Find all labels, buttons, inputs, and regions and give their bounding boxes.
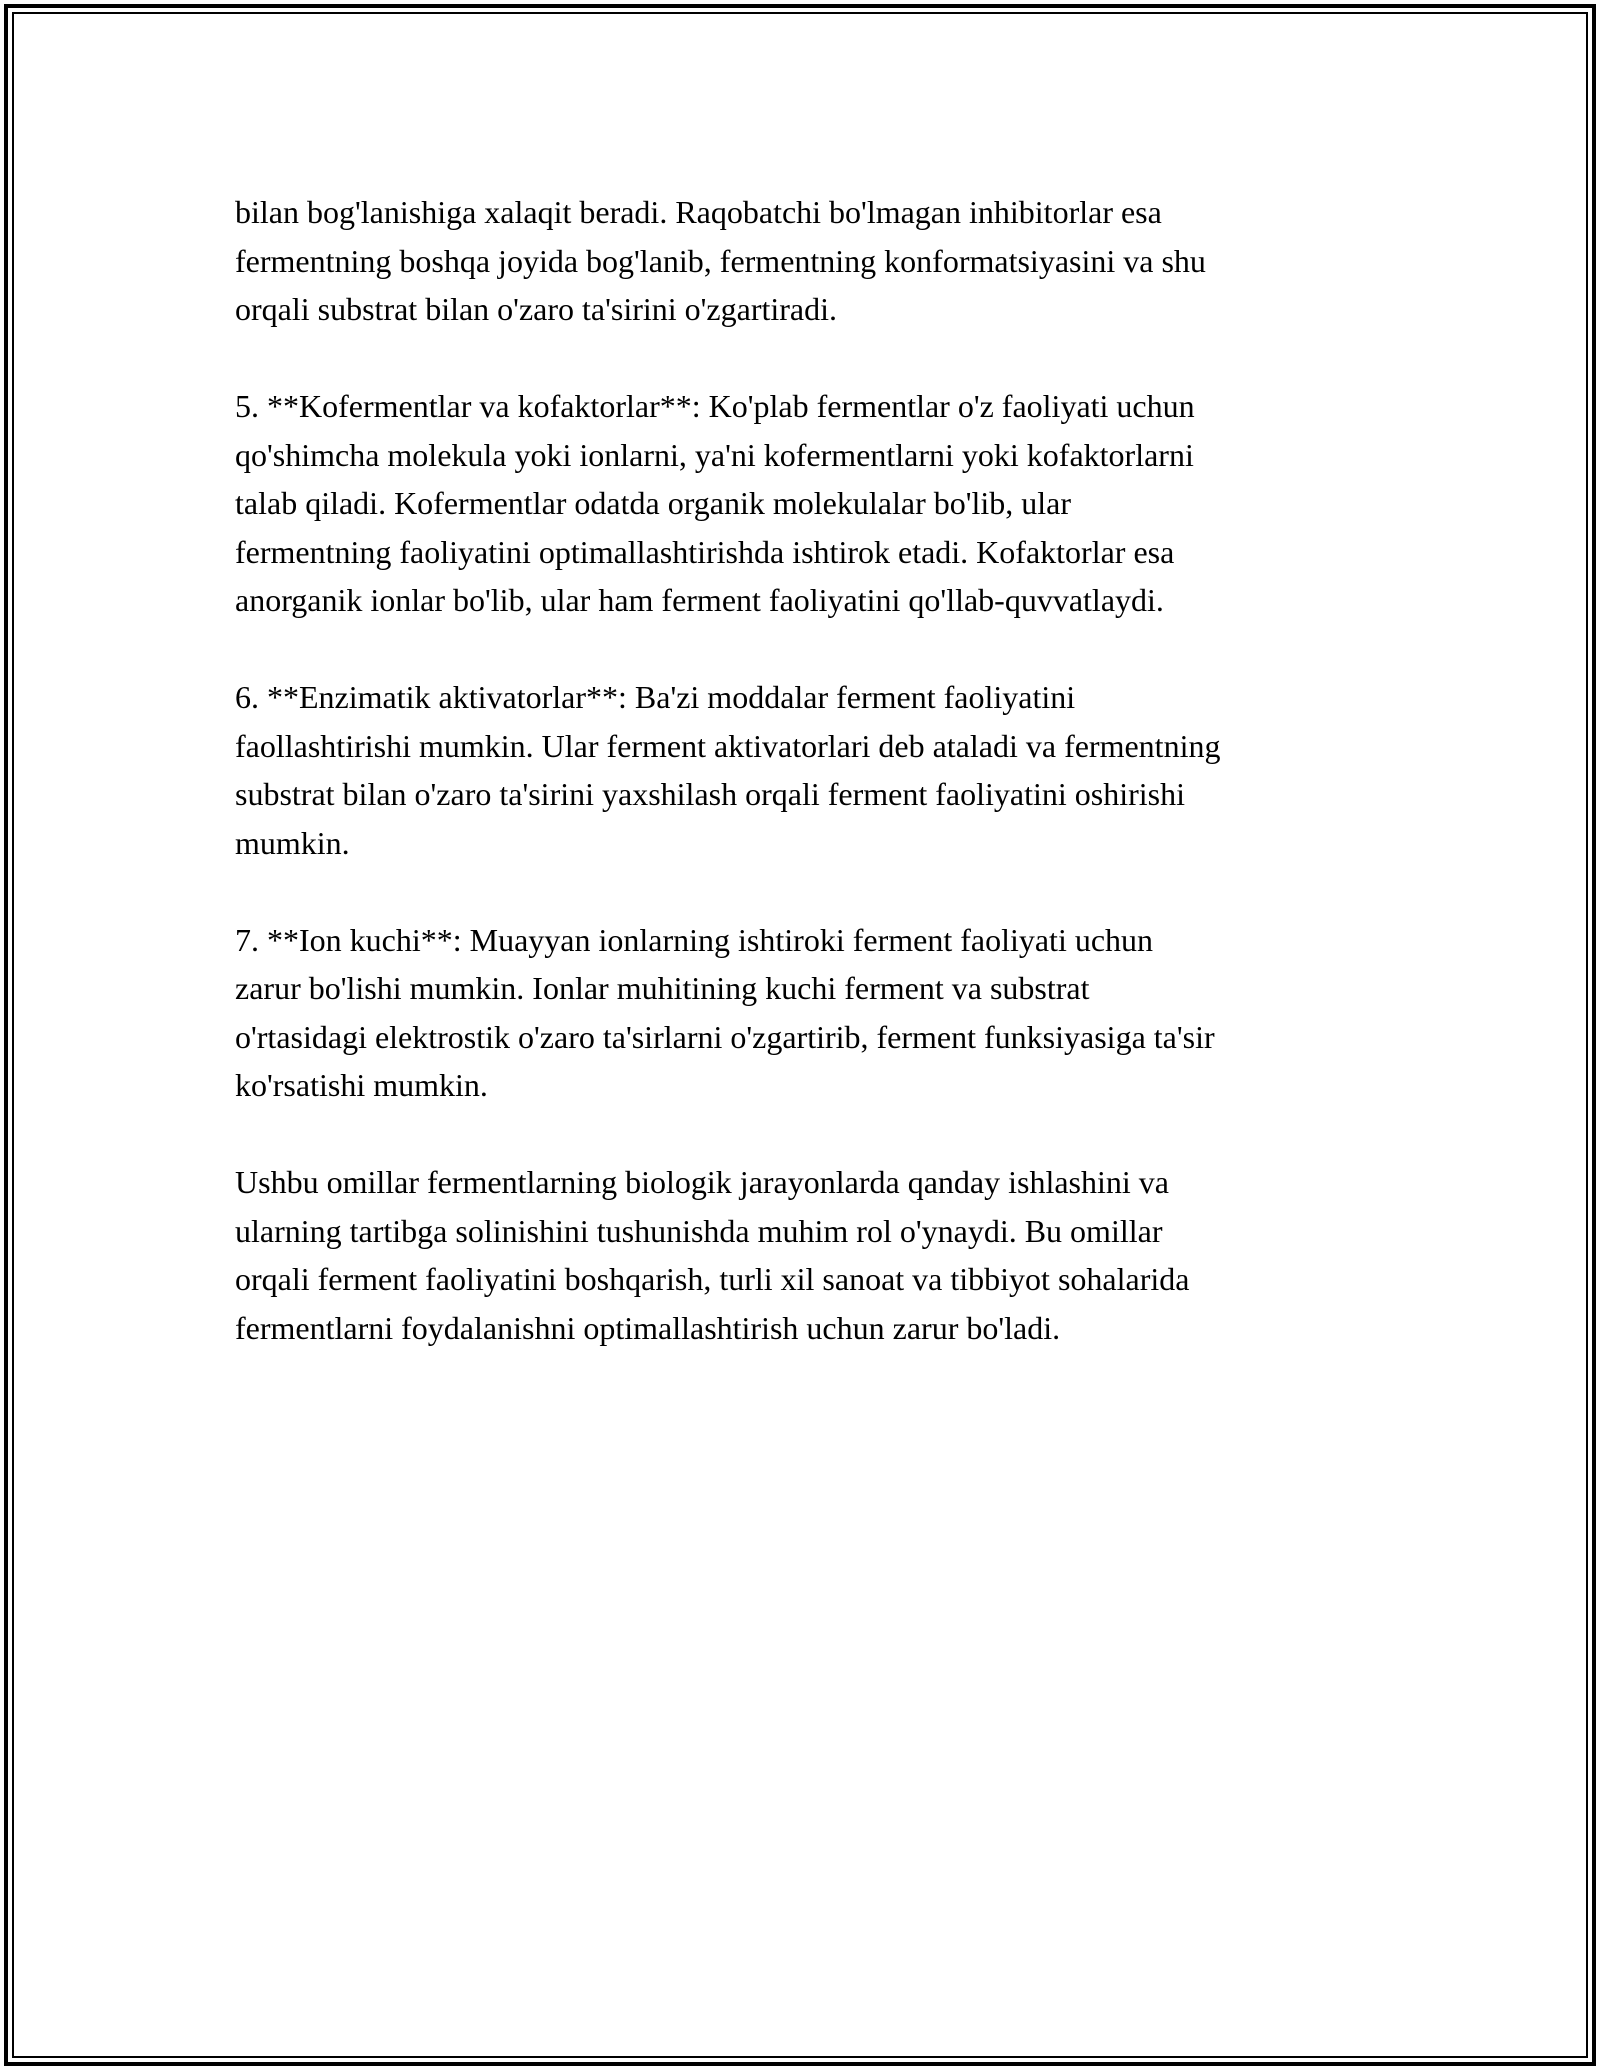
text-line: 5. **Kofermentlar va kofaktorlar**: Ko'plab fermentlar o'z faoliyati uchun: [235, 388, 1195, 424]
text-line: fermentning boshqa joyida bog'lanib, fermentning konformatsiyasini va shu: [235, 242, 1206, 279]
text-line: faollashtirishi mumkin. Ular ferment aktivatorlari deb ataladi va fermentning: [235, 727, 1221, 764]
text-line: substrat bilan o'zaro ta'sirini yaxshilash orqali ferment faoliyatini oshirishi: [235, 776, 1185, 812]
text-line: 6. **Enzimatik aktivatorlar**: Ba'zi moddalar ferment faoliyatini: [235, 679, 1076, 715]
text-line: o'rtasidagi elektrostik o'zaro ta'sirlarni o'zgartirib, ferment funksiyasiga ta'sir: [235, 1018, 1215, 1055]
text-line: talab qiladi. Kofermentlar odatda organik molekulalar bo'lib, ular: [235, 485, 1072, 521]
paragraph-item-7: [235, 916, 1395, 1110]
text-line: mumkin.: [235, 824, 350, 861]
text-line: fermentning faoliyatini optimallashtirishda ishtirok etadi. Kofaktorlar esa: [235, 533, 1175, 570]
text-line: ularning tartibga solinishini tushunishda muhim rol o'ynaydi. Bu omillar: [235, 1212, 1163, 1249]
text-line: fermentlarni foydalanishni optimallashtirish uchun zarur bo'ladi.: [235, 1309, 1061, 1346]
paragraph-item-5: [235, 382, 1395, 625]
text-line: anorganik ionlar bo'lib, ular ham ferment faoliyatini qo'llab-quvvatlaydi.: [235, 582, 1164, 618]
text-line: zarur bo'lishi mumkin. Ionlar muhitining kuchi ferment va substrat: [235, 970, 1090, 1006]
text-line: ko'rsatishi mumkin.: [235, 1067, 488, 1103]
text-line: qo'shimcha molekula yoki ionlarni, ya'ni kofermentlarni yoki kofaktorlarni: [235, 436, 1194, 473]
text-line: orqali substrat bilan o'zaro ta'sirini o'zgartiradi.: [235, 291, 837, 327]
paragraph-conclusion: [235, 1158, 1395, 1352]
text-line: Ushbu omillar fermentlarning biologik jarayonlarda qanday ishlashini va: [235, 1164, 1169, 1200]
text-line: 7. **Ion kuchi**: Muayyan ionlarning ishtiroki ferment faoliyati uchun: [235, 921, 1154, 958]
paragraph-continuation: [235, 188, 1395, 334]
document-body: [235, 188, 1395, 1401]
paragraph-item-6: [235, 673, 1395, 867]
text-line: bilan bog'lanishiga xalaqit beradi. Raqobatchi bo'lmagan inhibitorlar esa: [235, 194, 1162, 230]
text-line: orqali ferment faoliyatini boshqarish, turli xil sanoat va tibbiyot sohalarida: [235, 1261, 1190, 1297]
